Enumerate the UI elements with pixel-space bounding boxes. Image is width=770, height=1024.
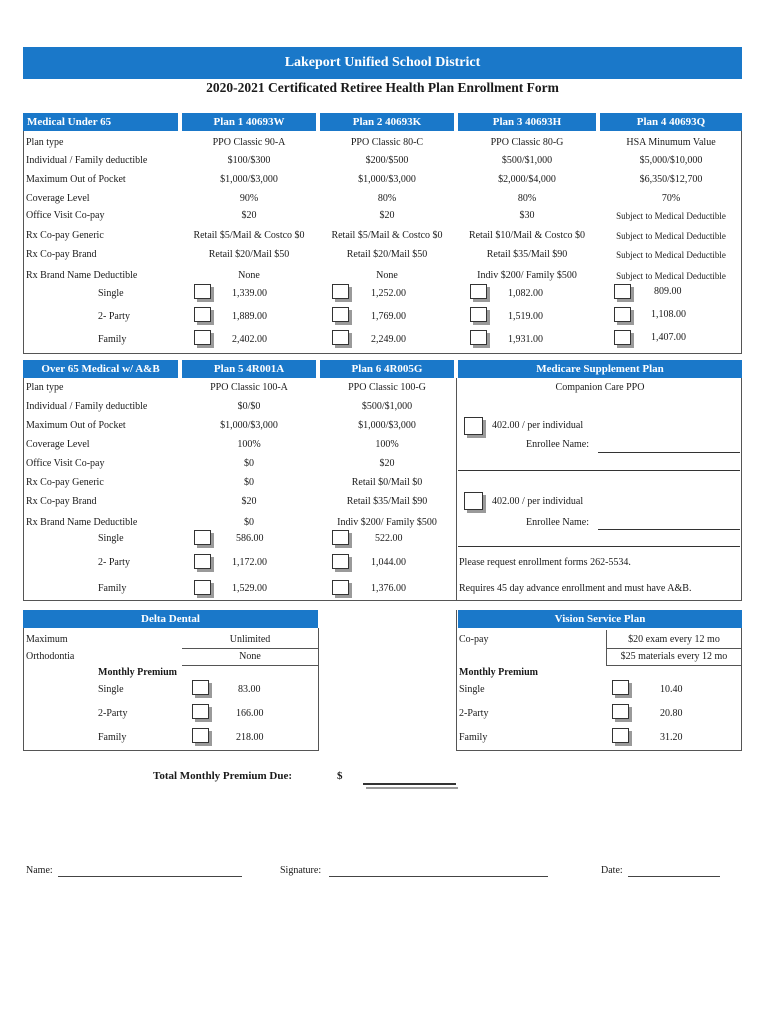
plan4-two-party-checkbox[interactable] (614, 307, 631, 322)
plan2-family-checkbox[interactable] (332, 330, 349, 345)
plan2-two-party-premium: 1,769.00 (371, 311, 406, 322)
plan4-single-checkbox[interactable] (614, 284, 631, 299)
plan3-two-party-checkbox[interactable] (470, 307, 487, 322)
medicare-plan-name: Companion Care PPO (555, 382, 645, 393)
plan4-cell: $5,000/$10,000 (639, 155, 703, 166)
plan2-two-party-checkbox[interactable] (332, 307, 349, 322)
tier-label-two-party: 2- Party (98, 311, 130, 322)
plan1-header: Plan 1 40693W (182, 113, 316, 131)
dental-family-checkbox[interactable] (192, 728, 209, 743)
plan2-single-premium: 1,252.00 (371, 288, 406, 299)
plan2-cell: $200/$500 (365, 155, 409, 166)
total-amount-field[interactable] (363, 783, 456, 785)
frame-line (182, 648, 318, 649)
plan2-cell: PPO Classic 80-C (350, 137, 424, 148)
row-label: Office Visit Co-pay (26, 210, 105, 221)
vision-header: Vision Service Plan (458, 610, 742, 628)
plan3-family-premium: 1,931.00 (508, 334, 543, 345)
plan1-cell: 90% (239, 193, 259, 204)
tier-label-family: Family (98, 334, 127, 345)
plan1-cell: $1,000/$3,000 (220, 174, 278, 185)
vision-copay-materials: $25 materials every 12 mo (620, 651, 728, 662)
frame-line (23, 628, 24, 750)
dental-family-premium: 218.00 (236, 732, 264, 743)
plan5-cell: $0 (244, 458, 254, 469)
signature-label: Signature: (280, 865, 322, 876)
dental-tier-single: Single (98, 684, 124, 695)
row-label: Rx Co-pay Brand (26, 496, 97, 507)
plan1-single-premium: 1,339.00 (232, 288, 267, 299)
plan3-cell: $500/$1,000 (501, 155, 553, 166)
medicare-note-advance: Requires 45 day advance enrollment and must have A&B. (459, 583, 692, 594)
row-label: Individual / Family deductible (26, 155, 148, 166)
plan3-cell: Retail $10/Mail & Costco $0 (468, 230, 586, 241)
dental-two-party-premium: 166.00 (236, 708, 264, 719)
plan5-family-premium: 1,529.00 (232, 583, 267, 594)
plan1-cell: $20 (241, 210, 257, 221)
dental-tier-two-party: 2-Party (98, 708, 128, 719)
dental-header: Delta Dental (23, 610, 318, 628)
plan4-header: Plan 4 40693Q (600, 113, 742, 131)
vision-tier-single: Single (459, 684, 485, 695)
row-label: Maximum Out of Pocket (26, 420, 126, 431)
plan4-cell: Subject to Medical Deductible (616, 271, 726, 281)
tier-label-family: Family (98, 583, 127, 594)
frame-line (606, 665, 742, 666)
row-label: Office Visit Co-pay (26, 458, 105, 469)
plan3-cell: Indiv $200/ Family $500 (477, 270, 577, 281)
plan1-cell: PPO Classic 90-A (212, 137, 286, 148)
frame-line (23, 378, 24, 600)
medicare-separator-line (458, 470, 740, 471)
row-label: Plan type (26, 137, 64, 148)
district-title-bar (23, 47, 742, 79)
row-label: Coverage Level (26, 439, 90, 450)
plan2-cell: None (376, 270, 398, 281)
plan5-single-checkbox[interactable] (194, 530, 211, 545)
date-label: Date: (601, 865, 623, 876)
name-label: Name: (26, 865, 53, 876)
name-field[interactable] (58, 876, 242, 877)
plan1-cell: Retail $5/Mail & Costco $0 (193, 230, 305, 241)
plan6-two-party-premium: 1,044.00 (371, 557, 406, 568)
vision-copay-label: Co-pay (459, 634, 489, 645)
medicare-option1-enrollee-label: Enrollee Name: (526, 439, 590, 450)
plan2-cell: Retail $5/Mail & Costco $0 (331, 230, 443, 241)
plan2-cell: $1,000/$3,000 (358, 174, 416, 185)
plan5-cell: $1,000/$3,000 (220, 420, 278, 431)
plan5-single-premium: 586.00 (236, 533, 264, 544)
plan3-cell: Retail $35/Mail $90 (486, 249, 568, 260)
plan1-cell: None (238, 270, 260, 281)
plan1-cell: Retail $20/Mail $50 (208, 249, 290, 260)
plan6-single-premium: 522.00 (375, 533, 403, 544)
plan4-two-party-premium: 1,108.00 (651, 309, 686, 320)
plan6-cell: PPO Classic 100-G (348, 382, 426, 393)
plan5-two-party-checkbox[interactable] (194, 554, 211, 569)
plan1-family-premium: 2,402.00 (232, 334, 267, 345)
dental-tier-family: Family (98, 732, 127, 743)
frame-line (456, 750, 742, 751)
plan5-cell: $20 (241, 496, 257, 507)
vision-single-premium: 10.40 (660, 684, 683, 695)
frame-line (741, 378, 742, 600)
frame-line (23, 353, 742, 354)
plan6-family-premium: 1,376.00 (371, 583, 406, 594)
plan6-cell: 100% (375, 439, 399, 450)
total-currency-symbol: $ (337, 770, 343, 782)
plan2-family-premium: 2,249.00 (371, 334, 406, 345)
signature-field[interactable] (329, 876, 548, 877)
plan1-family-checkbox[interactable] (194, 330, 211, 345)
medicare-header: Medicare Supplement Plan (458, 360, 742, 378)
dental-maximum-value: Unlimited (229, 634, 271, 645)
row-label: Rx Co-pay Generic (26, 230, 104, 241)
row-label: Rx Brand Name Deductible (26, 517, 138, 528)
plan2-cell: $20 (379, 210, 395, 221)
plan1-cell: $100/$300 (227, 155, 271, 166)
plan3-header: Plan 3 40693H (458, 113, 596, 131)
tier-label-single: Single (98, 533, 124, 544)
row-label: Maximum Out of Pocket (26, 174, 126, 185)
plan5-header: Plan 5 4R001A (182, 360, 316, 378)
medicare-note-enrollment: Please request enrollment forms 262-5534. (459, 557, 631, 568)
plan6-cell: Retail $0/Mail $0 (351, 477, 423, 488)
row-label: Plan type (26, 382, 64, 393)
plan3-single-premium: 1,082.00 (508, 288, 543, 299)
dental-two-party-checkbox[interactable] (192, 704, 209, 719)
row-label: Individual / Family deductible (26, 401, 148, 412)
plan6-cell: $500/$1,000 (361, 401, 413, 412)
vision-tier-two-party: 2-Party (459, 708, 489, 719)
plan4-family-premium: 1,407.00 (651, 332, 686, 343)
frame-line (23, 600, 742, 601)
plan4-family-checkbox[interactable] (614, 330, 631, 345)
dental-ortho-value: None (239, 651, 261, 662)
frame-line (456, 378, 457, 600)
vision-family-premium: 31.20 (660, 732, 683, 743)
plan2-header: Plan 2 40693K (320, 113, 454, 131)
vision-premium-heading: Monthly Premium (459, 667, 538, 678)
over65-header: Over 65 Medical w/ A&B (23, 360, 178, 378)
dental-ortho-label: Orthodontia (26, 651, 75, 662)
vision-copay-exam: $20 exam every 12 mo (628, 634, 720, 645)
plan5-cell: $0 (244, 477, 254, 488)
plan4-cell: Subject to Medical Deductible (616, 231, 726, 241)
tier-label-two-party: 2- Party (98, 557, 130, 568)
row-label: Rx Brand Name Deductible (26, 270, 138, 281)
plan4-cell: Subject to Medical Deductible (616, 211, 726, 221)
plan4-single-premium: 809.00 (654, 286, 682, 297)
row-label: Coverage Level (26, 193, 90, 204)
form-subtitle: 2020-2021 Certificated Retiree Health Plan Enrollment Form (206, 80, 559, 95)
date-field[interactable] (628, 876, 720, 877)
medicare-option2-enrollee-line[interactable] (598, 529, 740, 530)
plan6-cell: $1,000/$3,000 (358, 420, 416, 431)
plan5-cell: PPO Classic 100-A (210, 382, 288, 393)
plan5-cell: $0/$0 (237, 401, 261, 412)
plan1-two-party-premium: 1,889.00 (232, 311, 267, 322)
plan1-two-party-checkbox[interactable] (194, 307, 211, 322)
plan5-family-checkbox[interactable] (194, 580, 211, 595)
plan4-cell: HSA Minumum Value (626, 137, 716, 148)
plan2-single-checkbox[interactable] (332, 284, 349, 299)
medicare-separator-line (458, 546, 740, 547)
plan6-cell: Indiv $200/ Family $500 (337, 517, 437, 528)
total-amount-field-shadow (366, 787, 458, 789)
plan3-cell: $30 (519, 210, 535, 221)
plan3-cell: 80% (517, 193, 537, 204)
medicare-option1-enrollee-line[interactable] (598, 452, 740, 453)
plan4-cell: $6,350/$12,700 (639, 174, 703, 185)
plan6-family-checkbox[interactable] (332, 580, 349, 595)
plan3-cell: PPO Classic 80-G (490, 137, 564, 148)
plan6-two-party-checkbox[interactable] (332, 554, 349, 569)
plan2-cell: Retail $20/Mail $50 (346, 249, 428, 260)
plan3-two-party-premium: 1,519.00 (508, 311, 543, 322)
dental-maximum-label: Maximum (26, 634, 68, 645)
medical-under65-header: Medical Under 65 (23, 113, 178, 131)
medicare-option1-checkbox[interactable] (464, 417, 483, 435)
vision-two-party-checkbox[interactable] (612, 704, 629, 719)
frame-line (23, 131, 24, 354)
plan6-header: Plan 6 4R005G (320, 360, 454, 378)
frame-line (182, 665, 318, 666)
dental-single-premium: 83.00 (238, 684, 261, 695)
frame-line (318, 628, 319, 750)
medicare-option1-price: 402.00 / per individual (492, 420, 584, 431)
tier-label-single: Single (98, 288, 124, 299)
plan3-cell: $2,000/$4,000 (498, 174, 556, 185)
plan3-single-checkbox[interactable] (470, 284, 487, 299)
frame-line (741, 628, 742, 750)
vision-single-checkbox[interactable] (612, 680, 629, 695)
plan1-single-checkbox[interactable] (194, 284, 211, 299)
medicare-option2-enrollee-label: Enrollee Name: (526, 517, 590, 528)
frame-line (23, 750, 319, 751)
vision-two-party-premium: 20.80 (660, 708, 683, 719)
plan5-cell: $0 (244, 517, 254, 528)
plan3-family-checkbox[interactable] (470, 330, 487, 345)
frame-line (456, 610, 457, 750)
plan2-cell: 80% (377, 193, 397, 204)
plan6-single-checkbox[interactable] (332, 530, 349, 545)
vision-tier-family: Family (459, 732, 488, 743)
plan4-cell: 70% (661, 193, 681, 204)
plan5-two-party-premium: 1,172.00 (232, 557, 267, 568)
row-label: Rx Co-pay Brand (26, 249, 97, 260)
row-label: Rx Co-pay Generic (26, 477, 104, 488)
medicare-option2-price: 402.00 / per individual (492, 496, 584, 507)
plan4-cell: Subject to Medical Deductible (616, 250, 726, 260)
total-premium-label: Total Monthly Premium Due: (153, 770, 293, 782)
frame-line (606, 648, 742, 649)
plan6-cell: Retail $35/Mail $90 (346, 496, 428, 507)
district-title: Lakeport Unified School District (284, 55, 481, 70)
plan6-cell: $20 (379, 458, 395, 469)
dental-single-checkbox[interactable] (192, 680, 209, 695)
medicare-option2-checkbox[interactable] (464, 492, 483, 510)
dental-premium-heading: Monthly Premium (98, 667, 177, 678)
plan5-cell: 100% (237, 439, 261, 450)
vision-family-checkbox[interactable] (612, 728, 629, 743)
